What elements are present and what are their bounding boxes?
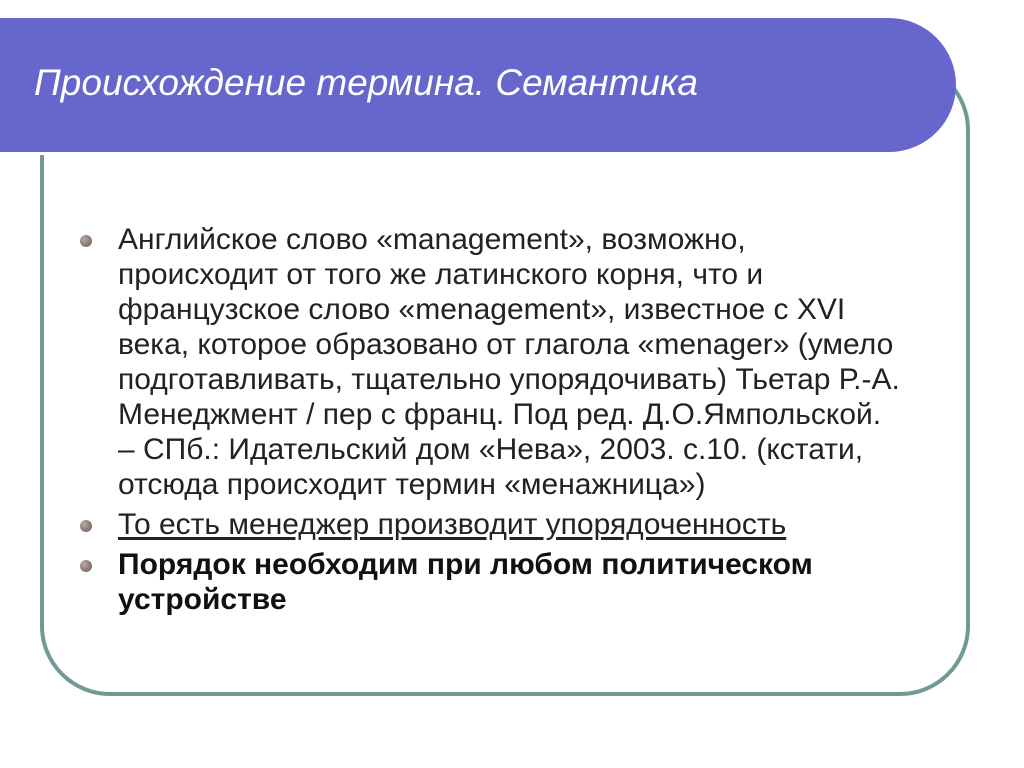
bullet-icon — [80, 235, 92, 247]
bullet-text: Английское слово «management», возможно, происходит от того же латинского корня, что и французское слово «menagement», известное с XVI века, которое образовано от глагола «menager» (умело подготавливать, тщательно упорядочивать) Тьетар Р.-А. Менеджмент / пер с франц. Под ред. Д.О.Ямпольской. – СПб.: Идательский дом «Нева», 2003. с.10. (кстати, отсюда происходит термин «менажница») — [118, 223, 900, 501]
slide-title: Происхождение термина. Семантика — [34, 62, 698, 103]
bullet-item — [80, 507, 900, 542]
bullet-item — [80, 222, 900, 502]
bullet-text: То есть менеджер производит упорядоченность — [118, 508, 787, 541]
bullet-icon — [80, 520, 92, 532]
title-underline — [0, 152, 905, 155]
bullet-text: Порядок необходим при любом политическом устройстве — [118, 548, 813, 616]
bullet-icon — [80, 560, 92, 572]
slide-content — [80, 222, 900, 617]
bullet-item — [80, 547, 900, 617]
